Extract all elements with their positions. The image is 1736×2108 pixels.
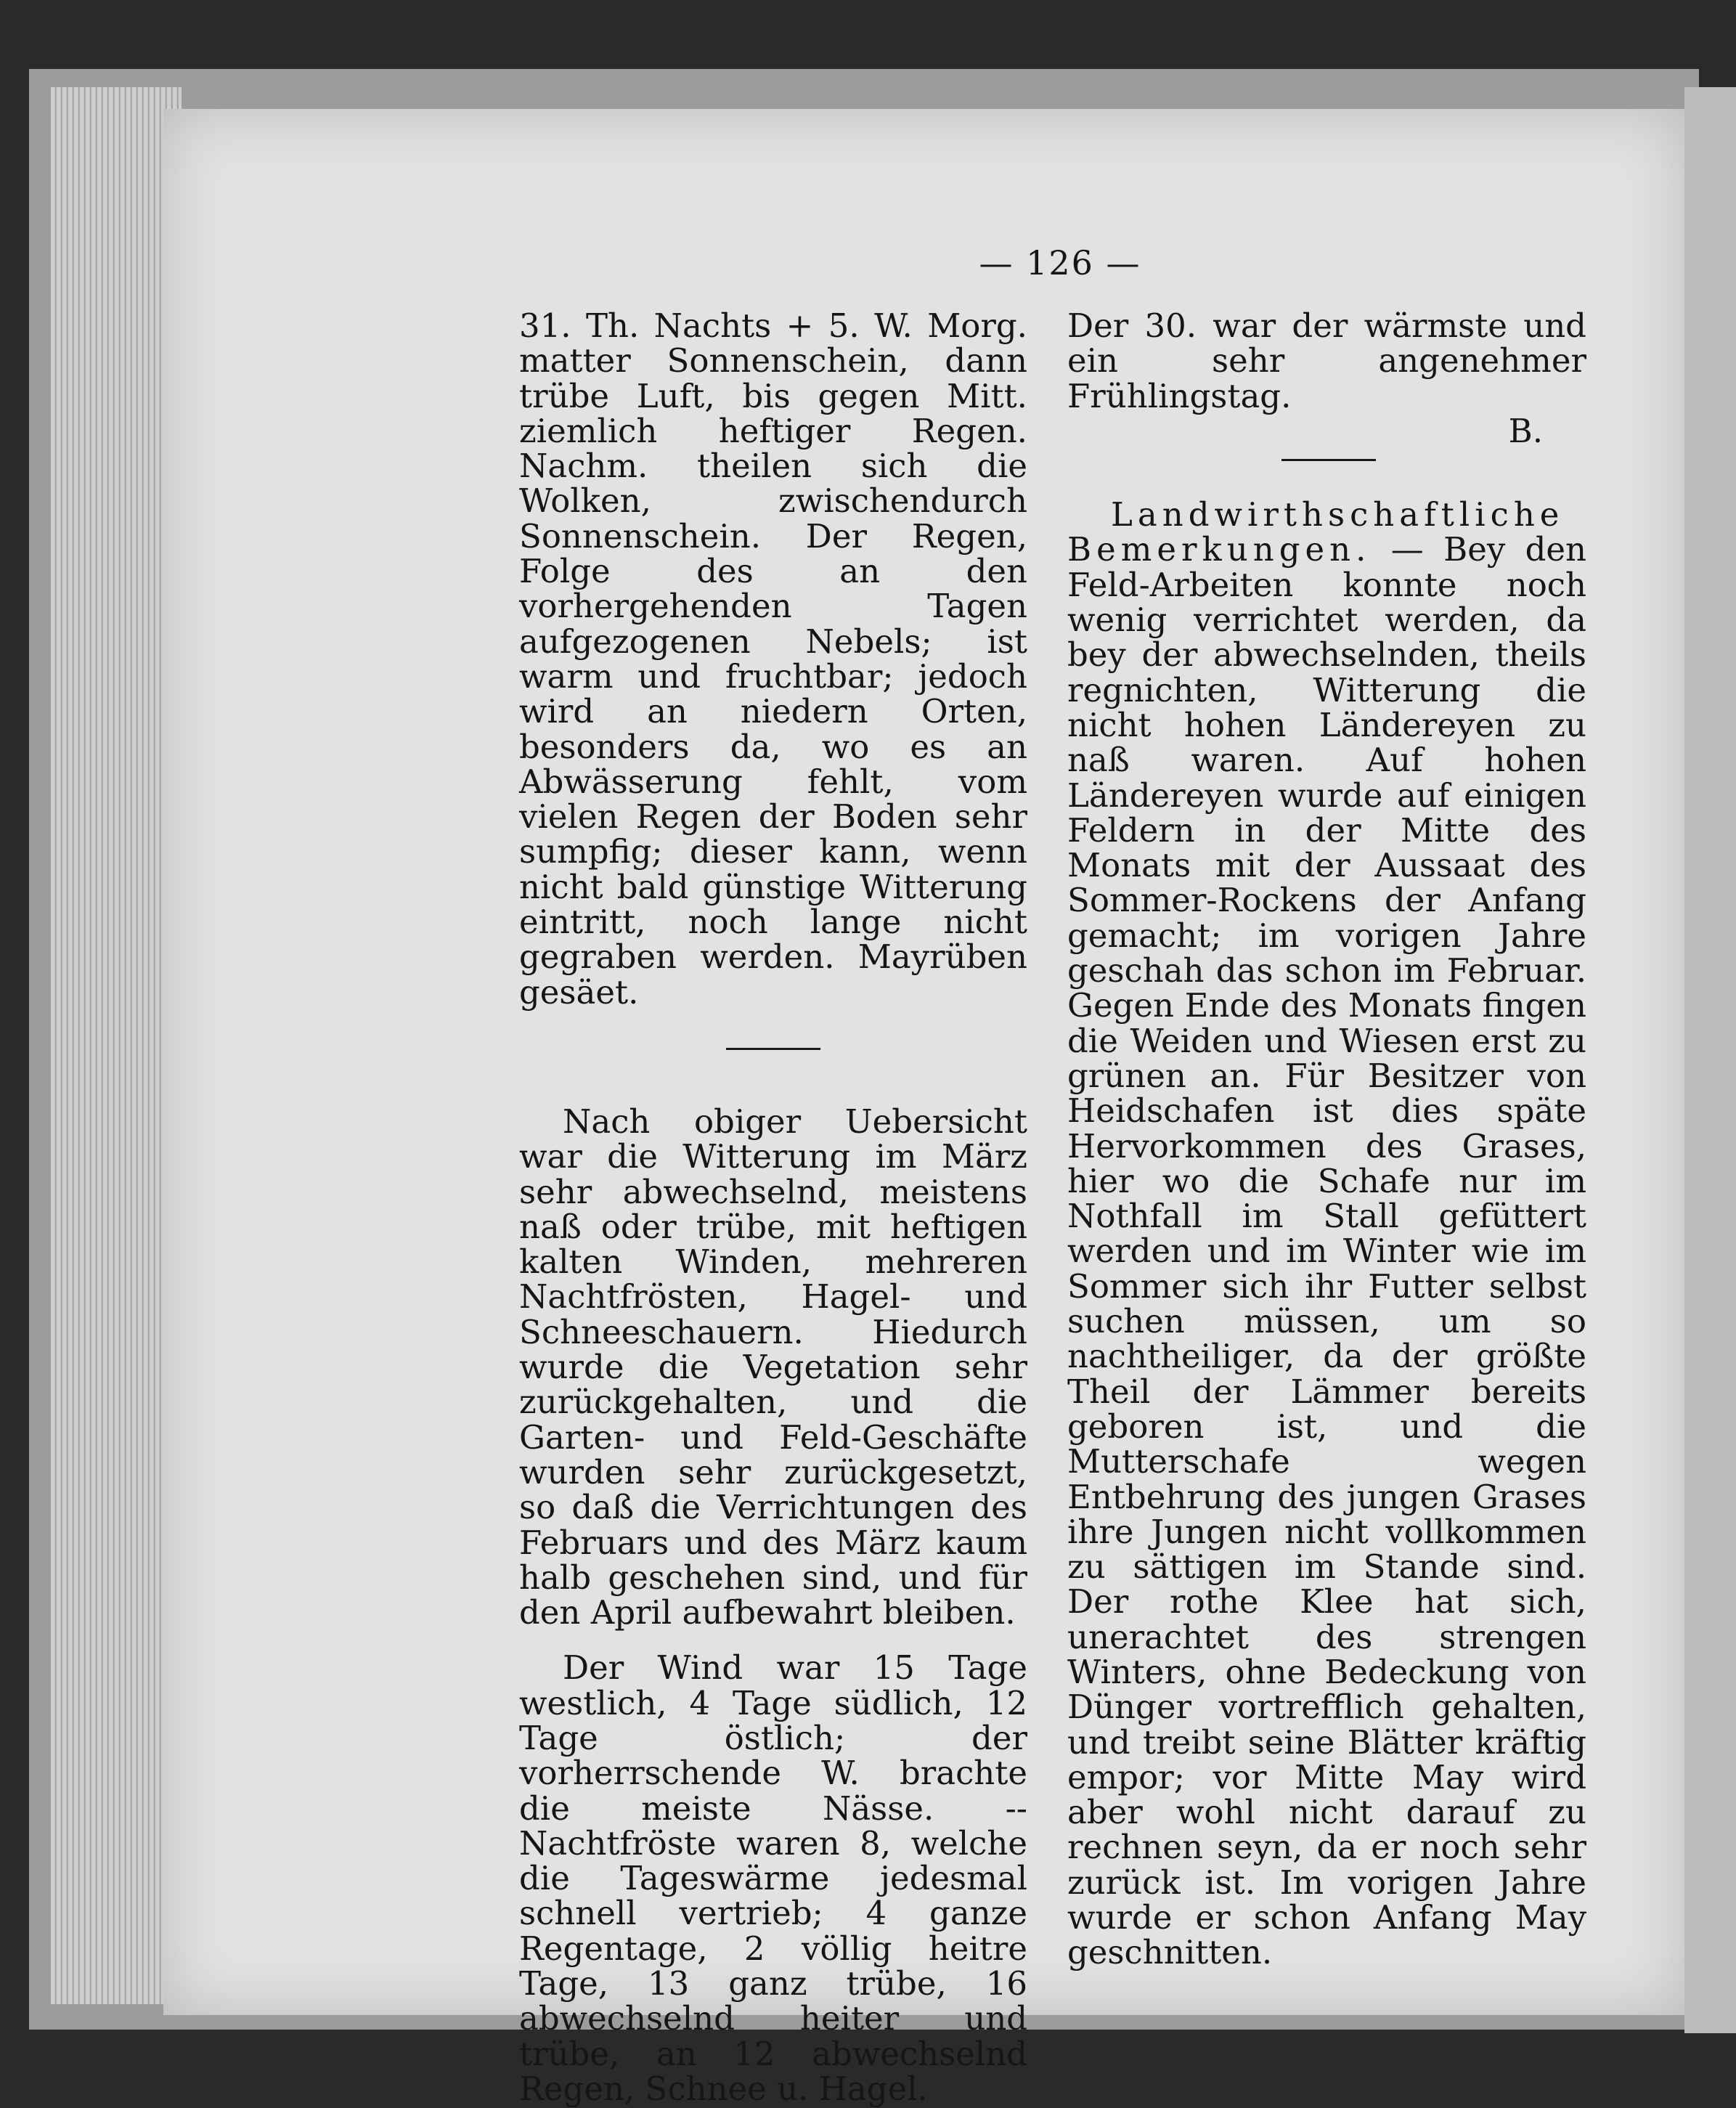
entry-31-paragraph: 31. Th. Nachts + 5. W. Morg. matter Sonnenschein, dann trübe Luft, bis gegen Mitt. ziemlich heftiger Regen. Nachm. theilen sich die Wolken, zwischendurch Sonnenschein. Der Regen, Folge des an den vorhergehenden Tagen aufgezogenen Nebels; ist warm und fruchtbar; jedoch wird an niedern Orten, besonders da, wo es an Abwässerung fehlt, vom vielen Regen der Boden sehr sumpfig; dieser kann, wenn nicht bald günstige Witterung eintritt, noch lange nicht gegraben werden. Mayrüben gesäet.	[519, 306, 1027, 1012]
section-divider	[726, 1048, 820, 1050]
agricultural-notes-heading: Landwirthschaftliche Bemerkungen.	[1067, 495, 1565, 569]
agricultural-notes-paragraph	[1067, 497, 1586, 1970]
left-column	[519, 306, 1027, 2108]
facing-page-edge	[1684, 87, 1736, 2033]
wind-statistics-paragraph: Der Wind war 15 Tage westlich, 4 Tage südlich, 12 Tage östlich; der vorherrschende W. brachte die meiste Nässe. -- Nachtfröste waren 8, welche die Tageswärme jedesmal schnell vertrieb; 4 ganze Regentage, 2 völlig heitre Tage, 13 ganz trübe, 16 abwechselnd heiter und trübe, an 12 abwechselnd Regen, Schnee u. Hagel.	[519, 1648, 1027, 2108]
warmest-day-paragraph: Der 30. war der wärmste und ein sehr angenehmer Frühlingstag.	[1067, 306, 1586, 415]
author-signature: B.	[1508, 411, 1543, 450]
section-divider	[1281, 459, 1376, 461]
agricultural-notes-body: — Bey den Feld-Arbeiten konnte noch wenig verrichtet werden, da bey der abwechselnden, theils regnichten, Witterung die nicht hohen Ländereyen zu naß waren. Auf hohen Ländereyen wurde auf einigen Feldern in der Mitte des Monats mit der Aussaat des Sommer-Rockens der Anfang gemacht; im vorigen Jahre geschah das schon im Februar. Gegen Ende des Monats fingen die Weiden und Wiesen erst zu grünen an. Für Besitzer von Heidschafen ist dies späte Hervorkommen des Grases, hier wo die Schafe nur im Nothfall im Stall gefüttert werden und im Winter wie im Sommer sich ihr Futter selbst suchen müssen, um so nachtheiliger, da der größte Theil der Lämmer bereits geboren ist, und die Mutterschafe wegen Entbehrung des jungen Grases ihre Jungen nicht vollkommen zu sättigen im Stande sind. Der rothe Klee hat sich, unerachtet des strengen Winters, ohne Bedeckung von Dünger vortrefflich gehalten, und treibt seine Blätter kräftig empor; vor Mitte May wird aber wohl nicht darauf zu rechnen seyn, da er noch sehr zurück ist. Im vorigen Jahre wurde er schon Anfang May geschnitten.	[1067, 530, 1586, 1972]
right-column	[1067, 306, 1586, 1972]
page-number-header: — 126 —	[979, 243, 1141, 282]
march-summary-paragraph: Nach obiger Uebersicht war die Witterung im März sehr abwechselnd, meistens naß oder trübe, mit heftigen kalten Winden, mehreren Nachtfrösten, Hagel- und Schneeschauern. Hiedurch wurde die Vegetation sehr zurückgehalten, und die Garten- und Feld-Geschäfte wurden sehr zurückgesetzt, so daß die Verrichtungen des Februars und des März kaum halb geschehen sind, und für den April aufbewahrt bleiben.	[519, 1102, 1027, 1632]
page-edges	[51, 87, 182, 2004]
